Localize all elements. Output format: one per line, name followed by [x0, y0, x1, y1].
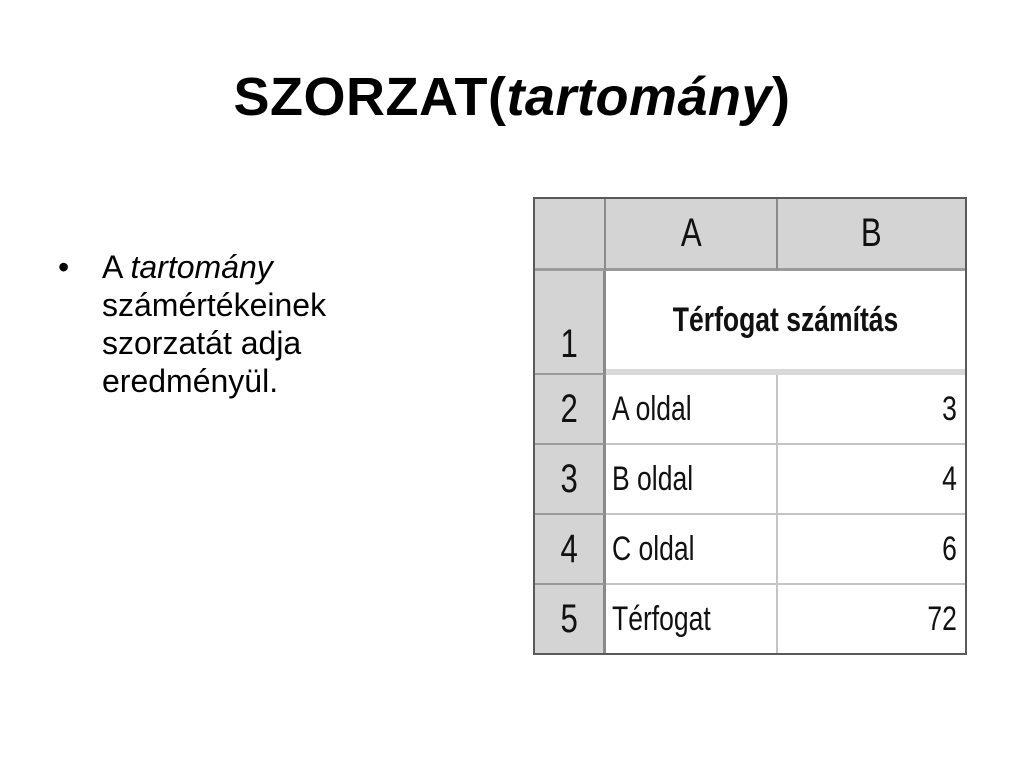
cell-b5: 72	[927, 599, 957, 638]
spreadsheet-image	[533, 197, 967, 655]
title-function-name: SZORZAT(	[233, 67, 507, 127]
cell-b2: 3	[778, 375, 965, 445]
column-header-a: A	[606, 199, 778, 271]
bullet-list	[58, 248, 458, 400]
bullet-line-3: szorzatát adja	[102, 325, 302, 361]
cell-a2: A oldal	[606, 375, 778, 445]
cell-b3: 4	[778, 445, 965, 515]
title-closing-paren: )	[772, 67, 791, 127]
cell-a5: Térfogat	[606, 585, 778, 653]
row-header-3: 3	[535, 445, 606, 515]
bullet-line-2: számértékeinek	[102, 287, 327, 323]
cell-a3: B oldal	[606, 445, 778, 515]
sheet-corner-cell	[535, 199, 606, 271]
title-argument: tartomány	[506, 67, 773, 127]
bullet-line-4: eredményül.	[102, 363, 279, 399]
cell-a4: C oldal	[606, 515, 778, 585]
bullet-item	[58, 248, 458, 400]
bullet-emphasis: tartomány	[130, 249, 273, 285]
row-header-5: 5	[535, 585, 606, 653]
slide-title	[0, 62, 1024, 132]
bullet-prefix: A	[102, 249, 131, 285]
row-header-4: 4	[535, 515, 606, 585]
merged-title-cell: Térfogat számítás	[606, 271, 965, 375]
bullet-marker: •	[58, 249, 70, 285]
cell-b4: 6	[778, 515, 965, 585]
column-header-b: B	[778, 199, 965, 271]
row-header-2: 2	[535, 375, 606, 445]
row-header-1: 1	[535, 271, 606, 375]
